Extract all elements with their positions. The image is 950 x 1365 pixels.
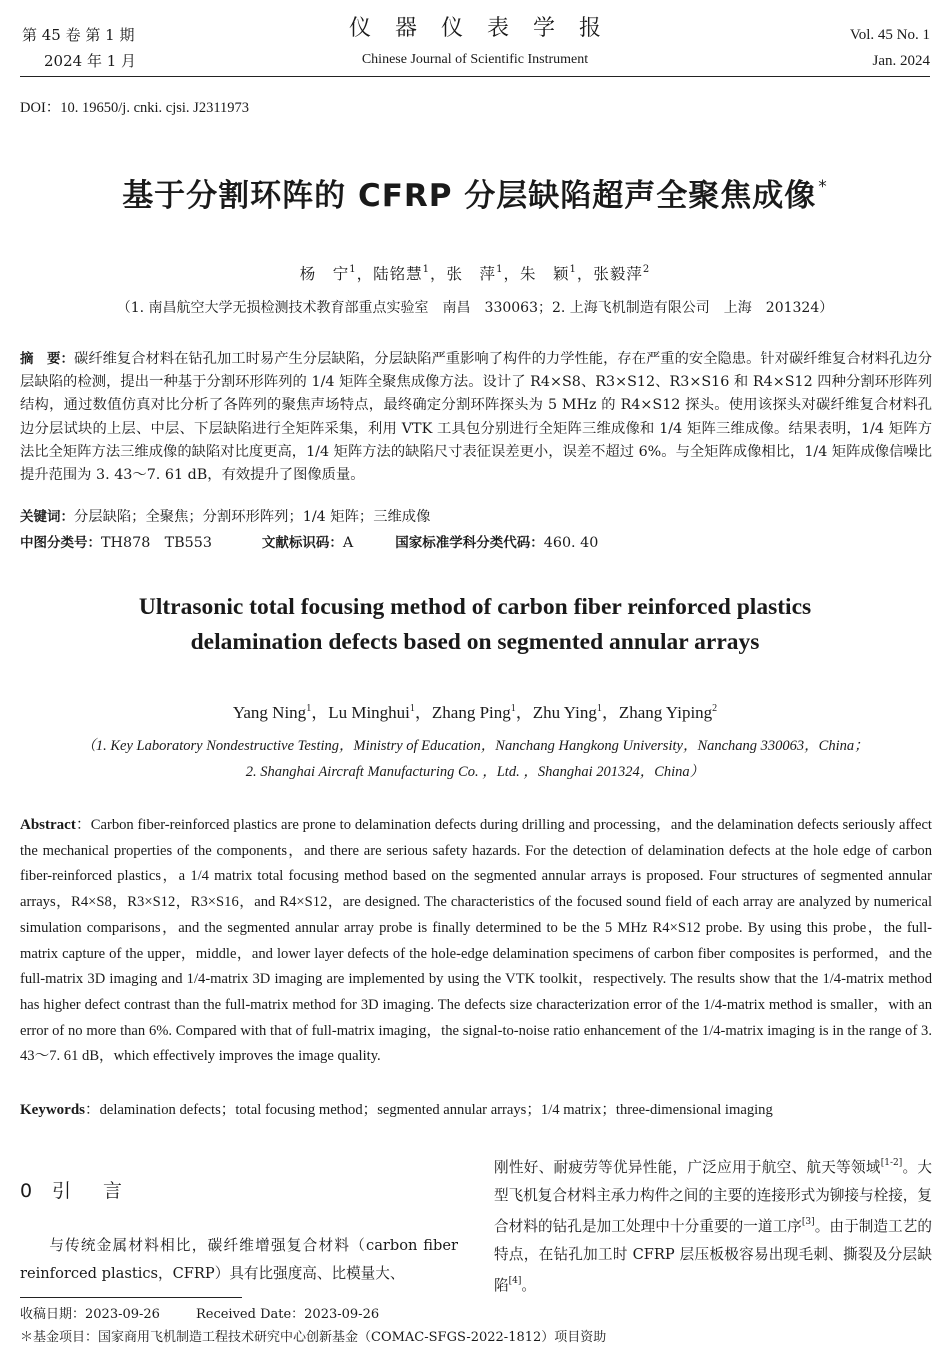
author-en: Zhang Yiping$^2$ xyxy=(618,703,718,722)
author-en: Lu Minghui$^1$， xyxy=(328,703,432,722)
citation-ref[interactable]: [3] xyxy=(801,1217,815,1227)
section-title: 引言 xyxy=(52,1180,155,1202)
affiliation-en-line-1: （1. Key Laboratory Nondestructive Testing，Ministry of Education，Nanchang Hangkong University，Nanchang 330063，China； xyxy=(81,738,869,754)
section-number: 0 xyxy=(20,1180,33,1202)
keywords-en-colon: ： xyxy=(85,1102,100,1118)
author-cn: 张毅萍$^2$ xyxy=(593,264,651,283)
keywords-en-label: Keywords xyxy=(20,1102,85,1118)
paper-title-en: Ultrasonic total focusing method of carbon fiber reinforced plastics delamination defects based on segmented annular arrays xyxy=(138,594,812,655)
citation-ref[interactable]: [4] xyxy=(508,1276,522,1286)
footnote-fund: ＊基金项目：国家商用飞机制造工程技术研究中心创新基金（COMAC-SFGS-2022-1812）项目资助 xyxy=(20,1330,607,1345)
keywords-en xyxy=(20,1098,932,1123)
abstract-en xyxy=(20,813,932,1070)
author-en: Yang Ning$^1$， xyxy=(232,703,329,722)
authors-cn xyxy=(0,262,950,284)
author-cn: 杨 宁$^1$， xyxy=(299,264,374,283)
footnote-received xyxy=(20,1303,379,1322)
title-footnote-mark: * xyxy=(818,177,828,197)
abstract-cn xyxy=(20,348,932,487)
date-en: Jan. 2024 xyxy=(872,53,930,69)
intro-paragraph-left: 与传统金属材料相比，碳纤维增强复合材料（carbon fiber reinforced plastics，CFRP）具有比强度高、比模量大、 xyxy=(20,1237,458,1282)
keywords-cn xyxy=(20,506,932,529)
keywords-cn-text: 分层缺陷；全聚焦；分割环形阵列；1/4 矩阵；三维成像 xyxy=(74,509,431,525)
received-date-en: Received Date：2023-09-26 xyxy=(195,1307,380,1322)
author-en: Zhang Ping$^1$， xyxy=(431,703,533,722)
keywords-en-text: delamination defects；total focusing method；segmented annular arrays；1/4 matrix；three-dimensional imaging xyxy=(99,1102,773,1118)
author-cn: 张 萍$^1$， xyxy=(446,264,520,283)
abstract-en-colon: ： xyxy=(75,817,91,833)
doc-code-label: 文献标识码： xyxy=(261,535,343,551)
abstract-cn-text: 碳纤维复合材料在钻孔加工时易产生分层缺陷，分层缺陷严重影响了构件的力学性能，存在严重的安全隐患。针对碳纤维复合材料孔边分层缺陷的检测，提出一种基于分割环形阵列的 1/4 矩阵全聚焦成像方法。设计了 R4×S8、R3×S12、R3×S16 和 R4×S12 四种分割环形阵列结构，通过数值仿真对比分析了各阵列的聚焦声场特点，最终确定分割环阵探头为 5 MHz 的 R4×S12 探头。使用该探头对碳纤维复合材料孔边分层试块的上层、中层、下层缺陷进行全矩阵采集，利用 VTK 工具包分别进行全矩阵三维成像和 1/4 矩阵三维成像。结果表明，1/4 矩阵方法比全矩阵方法三维成像的缺陷对比度更高，1/4 矩阵方法的缺陷尺寸表征误差更小，误差不超过 6%。与全矩阵成像相比，1/4 矩阵成像信噪比提升范围为 3. 43～7. 61 dB，有效提升了图像质量。 xyxy=(20,351,932,484)
paper-title-cn xyxy=(0,170,950,215)
doi: DOI：10. 19650/j. cnki. cjsi. J2311973 xyxy=(20,100,250,116)
author-cn: 朱 颖$^1$， xyxy=(519,264,594,283)
keywords-cn-label: 关键词： xyxy=(20,509,74,525)
authors-en xyxy=(0,698,950,723)
journal-header xyxy=(0,0,950,80)
affiliation-cn: （1. 南昌航空大学无损检测技术教育部重点实验室 南昌 330063；2. 上海飞机制造有限公司 上海 201324） xyxy=(116,300,834,316)
affiliation-en xyxy=(0,733,950,785)
paper-title-cn-text: 基于分割环阵的 CFRP 分层缺陷超声全聚焦成像 xyxy=(122,178,817,214)
citation-ref[interactable]: [1-2] xyxy=(880,1158,903,1168)
header-right xyxy=(850,22,930,74)
volume-issue-en: Vol. 45 No. 1 xyxy=(849,27,930,43)
classification-line xyxy=(20,532,932,555)
abstract-en-text: Carbon fiber-reinforced plastics are prone to delamination defects during drilling and processing，and the delamination defects seriously affect the mechanical properties of the components，and there are serious safety hazards. For the detection of delamination defects at the hole edge of carbon fiber-reinforced plastics，a 1/4 matrix total focusing method based on the segmented annular arrays is proposed. Four structures of segmented annular arrays，R4×S8，R3×S12，R3×S16，and R4×S12，are designed. The characteristics of the focused sound field of each array are analyzed by numerical simulation comparisons，and the segmented annular array probe is finally determined to be the 5 MHz R4×S12 probe. By using this probe，the full-matrix capture of the upper，middle，and lower layer defects of the hole-edge delamination specimens of carbon fiber composites is performed，and the full-matrix 3D imaging and 1/4-matrix 3D imaging are implemented by using the VTK toolkit，respectively. The results show that the 1/4-matrix method has higher defect contrast than the full-matrix method for 3D imaging. The defects size characterization error of the 1/4-matrix method is smaller，with an error of no more than 6%. Compared with that of full-matrix imaging，the signal-to-noise ratio enhancement of the 1/4-matrix imaging is in the range of 3. 43～7. 61 dB，which effectively improves the image quality. xyxy=(20,817,932,1065)
intro-paragraph-right: 刚性好、耐疲劳等优异性能，广泛应用于航空、航天等领域[1-2]。大型飞机复合材料主承力构件之间的主要的连接形式为铆接与栓接，复合材料的钻孔是加工处理中十分重要的一道工序[3]。由于制造工艺的特点，在钻孔加工时 CFRP 层压板极容易出现毛刺、撕裂及分层缺陷[4]。 xyxy=(494,1158,932,1294)
journal-title-cn: 仪器仪表学报 xyxy=(348,16,625,41)
clc-label: 中图分类号： xyxy=(20,535,101,551)
journal-title-en: Chinese Journal of Scientific Instrument xyxy=(361,52,589,67)
abstract-en-label: Abstract xyxy=(20,817,76,833)
received-date-cn: 收稿日期：2023-09-26 xyxy=(20,1307,160,1322)
std-code-label: 国家标准学科分类代码： xyxy=(395,535,544,551)
author-en: Zhu Ying$^1$， xyxy=(532,703,619,722)
header-center xyxy=(0,14,950,72)
affiliation-en-line-2: 2. Shanghai Aircraft Manufacturing Co. ，Ltd. ，Shanghai 201324，China） xyxy=(245,764,705,780)
std-code-value: 460. 40 xyxy=(543,535,599,551)
header-rule xyxy=(20,76,930,77)
date-cn: 2024 年 1 月 xyxy=(44,52,137,70)
author-cn: 陆铭慧$^1$， xyxy=(373,264,447,283)
section-heading xyxy=(20,1176,154,1203)
abstract-cn-label: 摘 要： xyxy=(20,351,75,367)
clc-value: TH878 TB553 xyxy=(101,535,212,551)
volume-issue-cn: 第 45 卷 第 1 期 xyxy=(22,26,135,44)
footnote-rule xyxy=(20,1297,242,1298)
doc-code-value: A xyxy=(342,535,354,551)
